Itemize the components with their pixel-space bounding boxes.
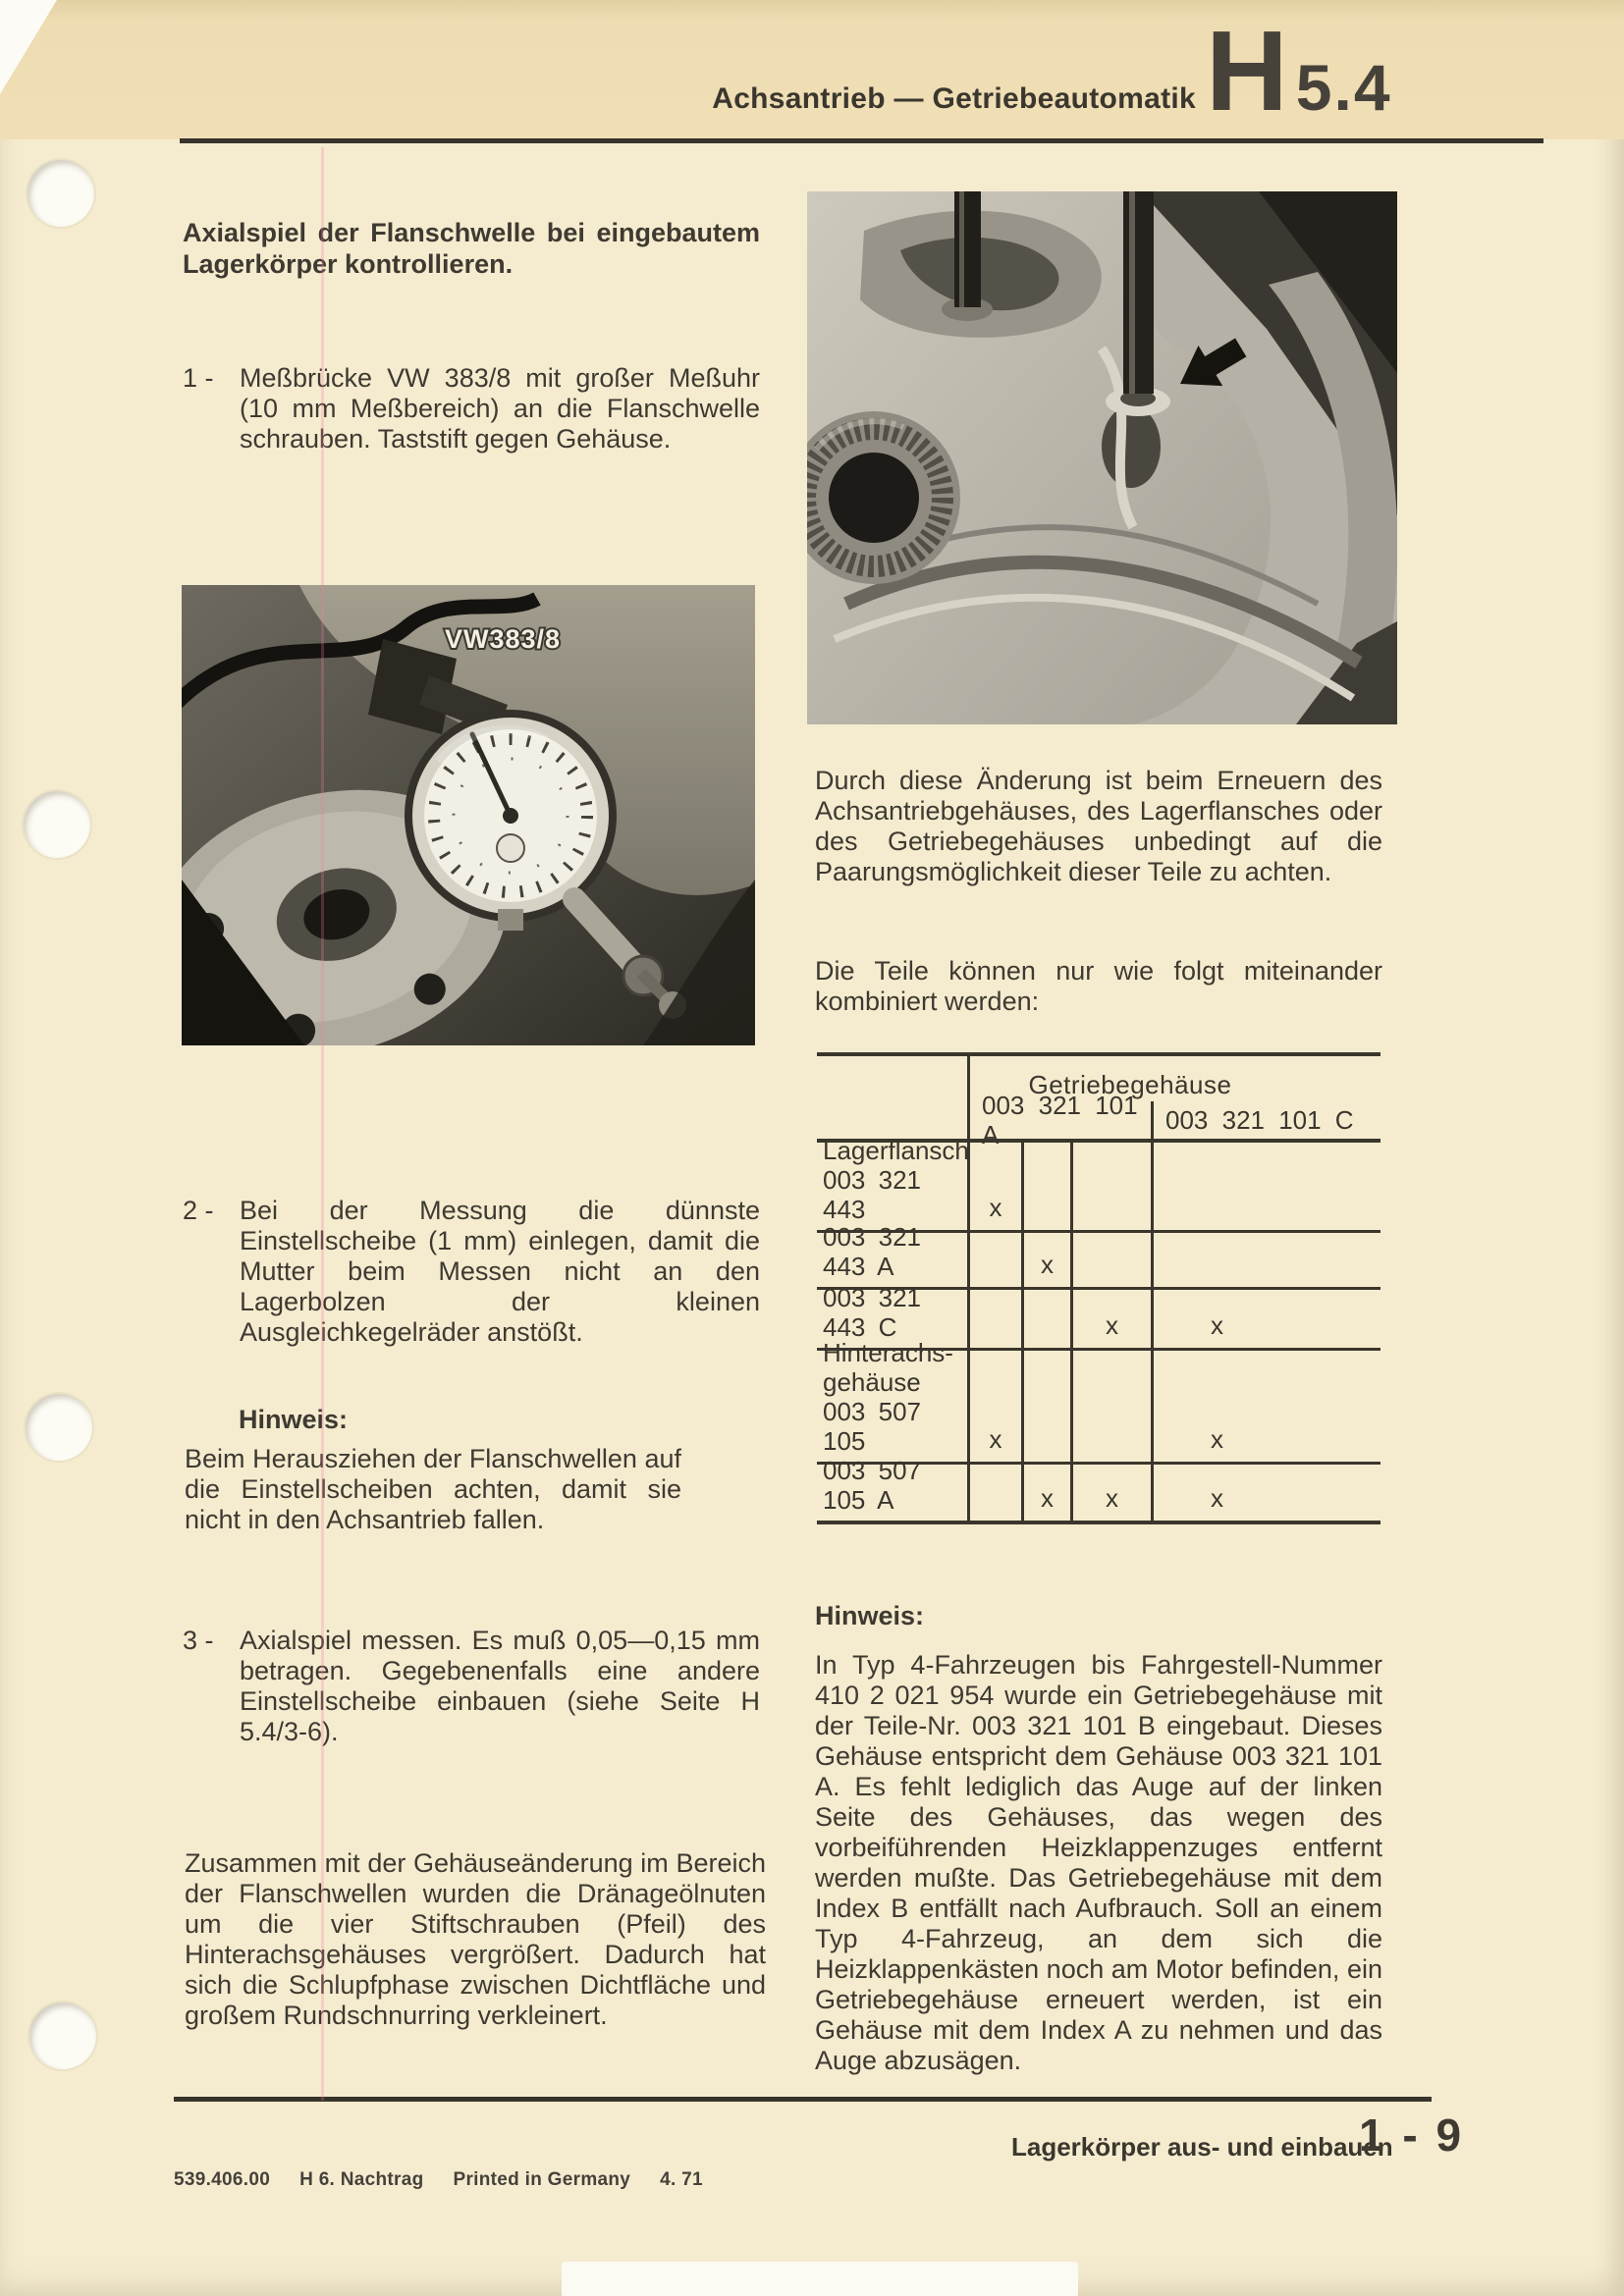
note-heading-left: Hinweis: bbox=[239, 1405, 349, 1434]
table-corner-cell bbox=[817, 1056, 967, 1143]
header-rule bbox=[180, 138, 1543, 143]
casting-recess bbox=[1102, 405, 1161, 488]
step-2-text: Bei der Messung die dünnste Einstellscheibe (1 mm) einlegen, damit die Mutter beim Messen nicht an den Lagerbolzen der kleinen Ausgleichkegelräder anstößt. bbox=[240, 1196, 760, 1347]
punch-hole bbox=[27, 160, 94, 227]
imprint-part: 4. 71 bbox=[660, 2169, 703, 2190]
table-cell: x bbox=[1070, 1465, 1151, 1521]
transmission-case-photo bbox=[807, 191, 1397, 724]
section-title: Achsantrieb — Getriebeautomatik bbox=[712, 82, 1196, 115]
step-1 bbox=[183, 363, 760, 454]
punch-hole bbox=[29, 2002, 96, 2069]
section-number: 5.4 bbox=[1295, 51, 1392, 124]
step-3-text: Axialspiel messen. Es muß 0,05—0,15 mm betragen. Gegebenenfalls eine andere Einstellscheibe einbauen (siehe Seite H 5.4/3-6). bbox=[240, 1626, 760, 1746]
procedure-heading: Axialspiel der Flanschwelle bei eingebautem Lagerkörper kontrollieren. bbox=[183, 218, 760, 279]
row-label-line: Lagerflansch bbox=[823, 1136, 969, 1165]
step-2-number: 2 - bbox=[183, 1196, 214, 1225]
table-cell bbox=[1151, 1233, 1380, 1290]
footer-rule bbox=[174, 2097, 1432, 2102]
table-row-label bbox=[817, 1136, 969, 1233]
punch-hole bbox=[26, 1394, 92, 1461]
row-label-line: Hinterachs- bbox=[823, 1338, 953, 1367]
step-2 bbox=[183, 1196, 760, 1348]
table-cell: x bbox=[1151, 1351, 1380, 1465]
table-cell bbox=[1070, 1351, 1151, 1465]
imprint bbox=[174, 2169, 732, 2191]
table-row-label bbox=[817, 1456, 967, 1521]
table-row-label bbox=[817, 1222, 967, 1290]
table-cell bbox=[967, 1290, 1021, 1351]
row-label-line: 003 507 105 bbox=[823, 1397, 921, 1456]
row-label-line: 003 507 105 A bbox=[823, 1456, 921, 1515]
row-label-line: 003 321 443 bbox=[823, 1165, 921, 1224]
imprint-part: 539.406.00 bbox=[174, 2169, 271, 2190]
closing-paragraph: Zusammen mit der Gehäuseänderung im Bereich der Flanschwellen wurden die Dränageölnuten um die vier Stiftschrauben (Pfeil) des Hinterachsgehäuses vergrößert. Dadurch hat sich die Schlupfphase zwischen Dichtfläche und großem Rundschnurring verkleinert. bbox=[185, 1848, 766, 2030]
table-cell bbox=[967, 1465, 1021, 1521]
tool-label: VW383/8 bbox=[445, 624, 562, 654]
scan-corner-artifact bbox=[0, 0, 57, 94]
step-1-number: 1 - bbox=[183, 363, 214, 393]
table-cell bbox=[967, 1233, 1021, 1290]
table-cell bbox=[1151, 1143, 1380, 1233]
row-label-line: 003 321 443 A bbox=[823, 1222, 921, 1281]
dial-gauge-photo bbox=[182, 585, 755, 1045]
scan-edge-artifact bbox=[562, 2262, 1078, 2296]
row-label-line: gehäuse bbox=[823, 1367, 921, 1397]
section-tab bbox=[1206, 7, 1392, 134]
step-3-number: 3 - bbox=[183, 1626, 214, 1655]
scan-line-artifact bbox=[321, 147, 324, 2101]
table-cell: x bbox=[967, 1351, 1021, 1465]
imprint-part: Printed in Germany bbox=[453, 2169, 631, 2190]
table-col-header-c: 003 321 101 C bbox=[1151, 1101, 1380, 1143]
chapter-title: Lagerkörper aus- und einbauen bbox=[1011, 2132, 1393, 2162]
table-group-header-label: Getriebegehäuse bbox=[1028, 1070, 1232, 1099]
page-number: 1 - 9 bbox=[1359, 2109, 1465, 2161]
table-cell bbox=[1070, 1233, 1151, 1290]
table-cell bbox=[1021, 1143, 1070, 1233]
step-1-text: Meßbrücke VW 383/8 mit großer Meßuhr (10 mm Meßbereich) an die Flanschwelle schrauben. Taststift gegen Gehäuse. bbox=[240, 363, 760, 454]
table-col-header-a: 003 321 101 A bbox=[967, 1101, 1151, 1143]
table-group-header bbox=[967, 1056, 1380, 1101]
combination-table bbox=[817, 1052, 1380, 1524]
row-label-line: 003 321 443 C bbox=[823, 1283, 921, 1342]
note-heading-right: Hinweis: bbox=[815, 1601, 925, 1630]
table-cell: x bbox=[1151, 1290, 1380, 1351]
step-3 bbox=[183, 1626, 760, 1747]
paragraph-combination: Die Teile können nur wie folgt miteinander kombiniert werden: bbox=[815, 956, 1382, 1016]
table-row-label bbox=[817, 1338, 967, 1465]
table-cell: x bbox=[967, 1143, 1021, 1233]
table-cell bbox=[1070, 1143, 1151, 1233]
table-cell bbox=[1021, 1351, 1070, 1465]
imprint-part: H 6. Nachtrag bbox=[299, 2169, 424, 2190]
table-cell bbox=[1021, 1290, 1070, 1351]
section-letter: H bbox=[1206, 7, 1288, 134]
table-cell: x bbox=[1021, 1233, 1070, 1290]
table-cell: x bbox=[1151, 1465, 1380, 1521]
note-body-left: Beim Herausziehen der Flanschwellen auf die Einstellscheiben achten, damit sie nicht in den Achsantrieb fallen. bbox=[185, 1444, 681, 1534]
table-cell: x bbox=[1021, 1465, 1070, 1521]
note-body-right: In Typ 4-Fahrzeugen bis Fahrgestell-Nummer 410 2 021 954 wurde ein Getriebegehäuse mit der Teile-Nr. 003 321 101 B eingebaut. Dieses Gehäuse entspricht dem Gehäuse 003 321 101 A. Es fehlt lediglich das Auge auf der linken Seite des Gehäuses, das wegen des vorbeiführenden Heizklappenzuges entfernt werden mußte. Das Getriebegehäuse mit dem Index B entfällt nach Aufbrauch. Soll an einem Typ 4-Fahrzeug, an dem sich die Heizklappenkästen noch am Motor befinden, ein Getriebegehäuse erneuert werden, ist ein Gehäuse mit dem Index A zu nehmen und das Auge abzusägen. bbox=[815, 1650, 1382, 2075]
table-cell: x bbox=[1070, 1290, 1151, 1351]
paragraph-pairing: Durch diese Änderung ist beim Erneuern des Achsantriebgehäuses, des Lagerflansches oder des Getriebegehäuses unbedingt auf die Paarungsmöglichkeit dieser Teile zu achten. bbox=[815, 766, 1382, 886]
punch-hole bbox=[24, 791, 90, 858]
